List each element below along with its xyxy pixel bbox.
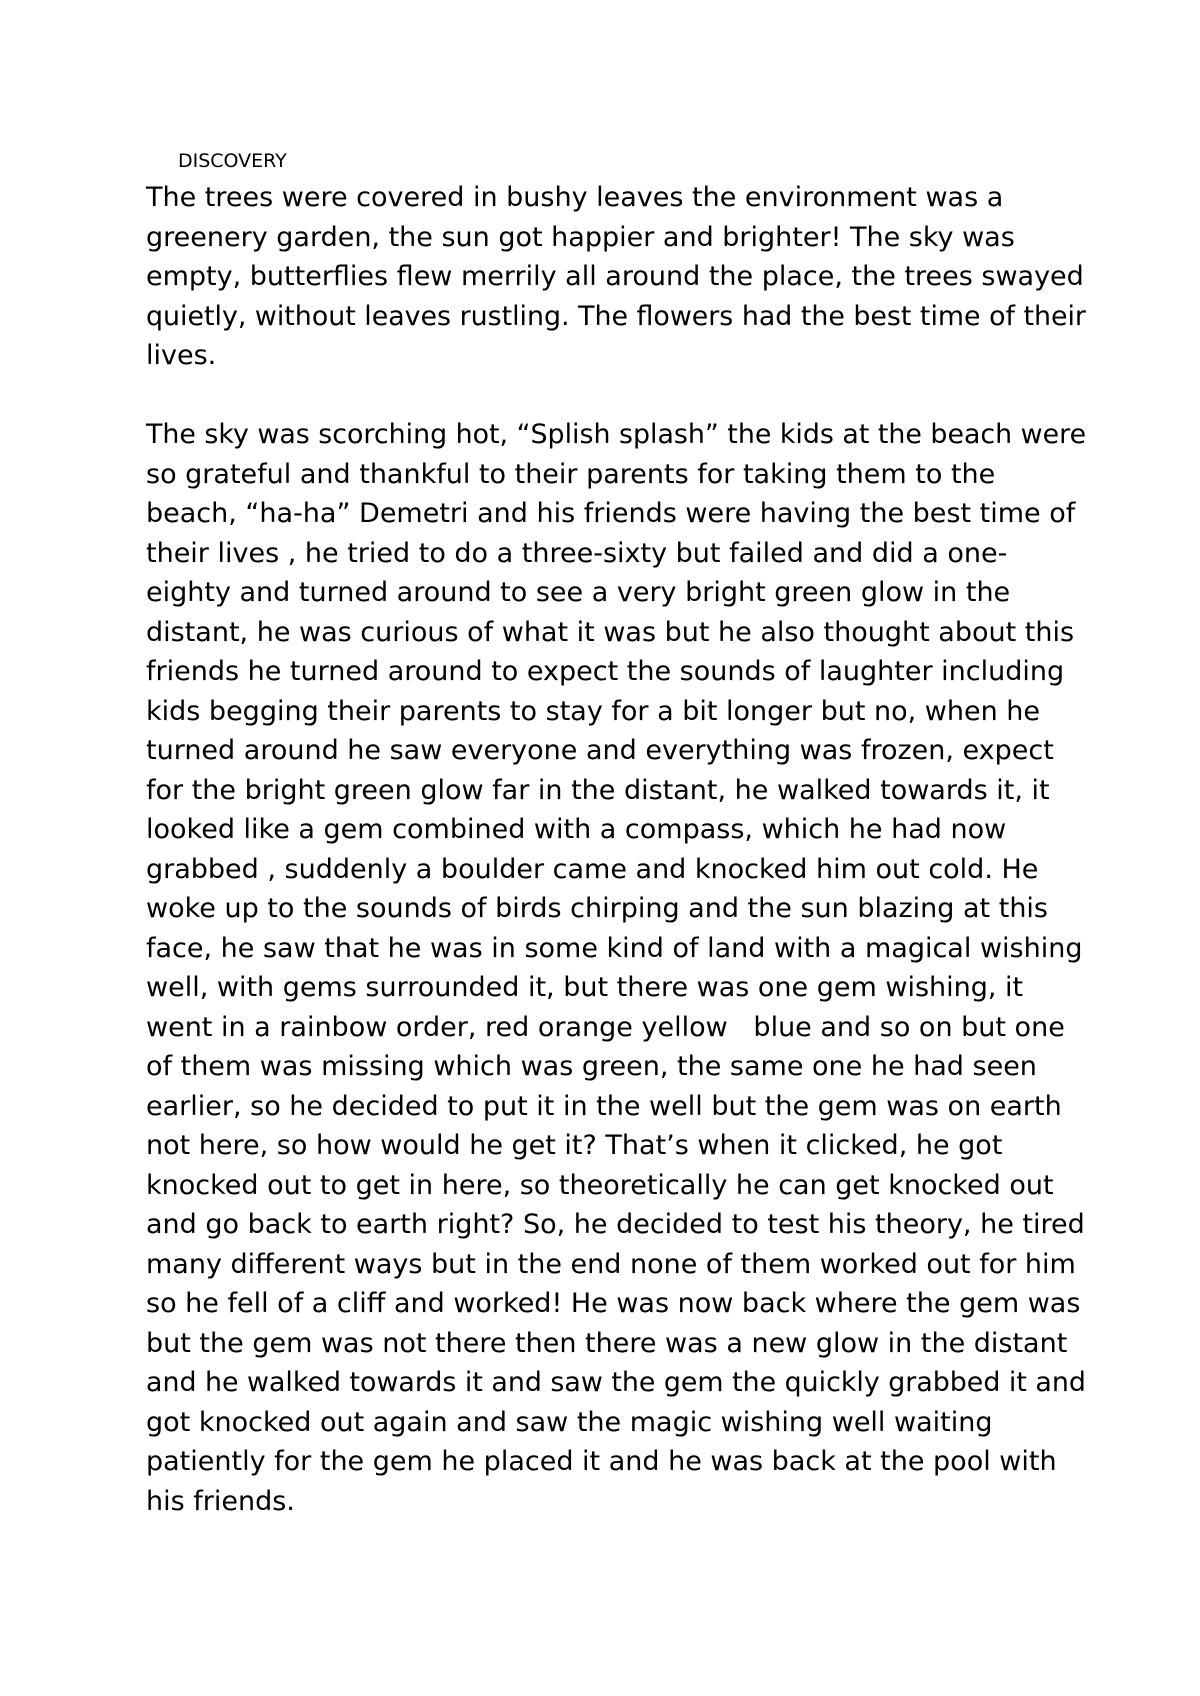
text-line: of them was missing which was green, the same one he had seen	[146, 1051, 1037, 1082]
document-title: DISCOVERY	[178, 150, 287, 172]
text-line: for the bright green glow far in the distant, he walked towards it, it	[146, 774, 1050, 806]
text-line: their lives , he tried to do a three-sixty but failed and did a one-	[146, 537, 1008, 569]
text-line: and go back to earth right? So, he decided to test his theory, he tired	[146, 1209, 1085, 1240]
text-line: but the gem was not there then there was a new glow in the distant	[146, 1327, 1068, 1359]
paragraph	[146, 178, 1086, 376]
text-line: went in a rainbow order, red orange yellow blue and so on but one	[146, 1011, 1065, 1043]
paragraph	[146, 415, 1086, 1521]
text-line: not here, so how would he get it? That’s when it clicked, he got	[146, 1130, 1003, 1161]
text-line: well, with gems surrounded it, but there was one gem wishing, it	[146, 972, 1024, 1003]
story-body	[146, 178, 1086, 1521]
text-line: friends he turned around to expect the sounds of laughter including	[146, 656, 1065, 687]
text-line: lives.	[146, 340, 217, 371]
text-line: quietly, without leaves rustling. The flowers had the best time of their	[146, 300, 1086, 332]
text-line: turned around he saw everyone and everything was frozen, expect	[146, 735, 1054, 766]
text-line: so he fell of a cliff and worked! He was now back where the gem was	[146, 1288, 1081, 1319]
text-line: beach, “ha-ha” Demetri and his friends were having the best time of	[146, 498, 1076, 529]
text-line: got knocked out again and saw the magic wishing well waiting	[146, 1406, 993, 1438]
text-line: patiently for the gem he placed it and he was back at the pool with	[146, 1446, 1057, 1477]
text-line: his friends.	[146, 1485, 295, 1517]
text-line: looked like a gem combined with a compass, which he had now	[146, 814, 1007, 845]
text-line: grabbed , suddenly a boulder came and knocked him out cold. He	[146, 853, 1039, 885]
text-line: empty, butterflies flew merrily all around the place, the trees swayed	[146, 261, 1084, 292]
text-line: kids begging their parents to stay for a bit longer but no, when he	[146, 695, 1041, 727]
text-line: so grateful and thankful to their parents for taking them to the	[146, 458, 996, 490]
paragraph-spacer	[146, 376, 1086, 416]
text-line: earlier, so he decided to put it in the well but the gem was on earth	[146, 1090, 1062, 1122]
text-line: face, he saw that he was in some kind of land with a magical wishing	[146, 932, 1083, 964]
text-line: eighty and turned around to see a very bright green glow in the	[146, 577, 1011, 608]
text-line: woke up to the sounds of birds chirping and the sun blazing at this	[146, 893, 1048, 924]
text-line: distant, he was curious of what it was but he also thought about this	[146, 616, 1075, 648]
text-line: The sky was scorching hot, “Splish splash” the kids at the beach were	[146, 419, 1087, 450]
text-line: many different ways but in the end none of them worked out for him	[146, 1248, 1076, 1280]
text-line: The trees were covered in bushy leaves the environment was a	[146, 182, 1004, 213]
text-line: greenery garden, the sun got happier and brighter! The sky was	[146, 221, 1015, 253]
text-line: and he walked towards it and saw the gem the quickly grabbed it and	[146, 1367, 1086, 1398]
text-line: knocked out to get in here, so theoretically he can get knocked out	[146, 1169, 1054, 1201]
